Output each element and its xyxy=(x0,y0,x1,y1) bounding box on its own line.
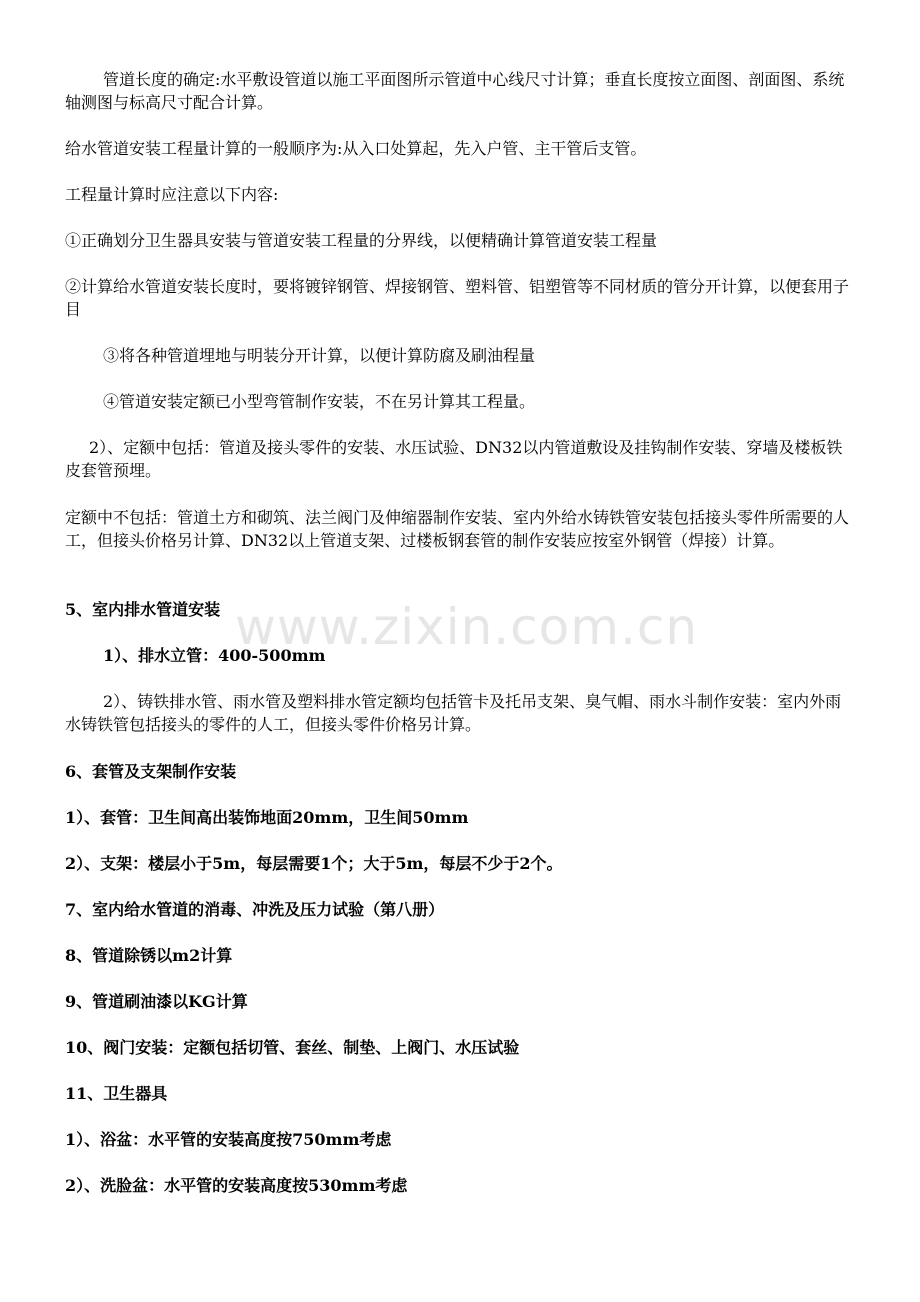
heading-section-7: 7、室内给水管道的消毒、冲洗及压力试验（第八册） xyxy=(65,900,445,919)
paragraph-bathtub: 1）、浴盆：水平管的安装高度按750mm考虑 xyxy=(65,1130,392,1149)
paragraph-drain-riser: 1）、排水立管：400-500mm xyxy=(103,646,326,665)
watermark: www.zixin.com.cn xyxy=(235,598,699,656)
paragraph-notes-heading: 工程量计算时应注意以下内容: xyxy=(65,185,279,204)
paragraph-washbasin: 2）、洗脸盆：水平管的安装高度按530mm考虑 xyxy=(65,1176,408,1195)
paragraph-sleeve: 1）、套管：卫生间高出装饰地面20mm，卫生间50mm xyxy=(65,808,469,827)
heading-section-6: 6、套管及支架制作安装 xyxy=(65,762,237,781)
paragraph-quota-excludes: 定额中不包括：管道土方和砌筑、法兰阀门及伸缩器制作安装、室内外给水铸铁管安装包括接头零件所需要的人工，但接头价格另计算、DN32以上管道支架、过楼板钢套管的制作安装应按室外钢管（焊接）计算。 xyxy=(65,508,850,550)
paragraph-drain-pipes: 2）、铸铁排水管、雨水管及塑料排水管定额均包括管卡及托吊支架、臭气帽、雨水斗制作安装：室内外雨水铸铁管包括接头的零件的人工，但接头零件价格另计算。 xyxy=(65,692,842,734)
heading-section-10: 10、阀门安装：定额包括切管、套丝、制垫、上阀门、水压试验 xyxy=(65,1038,520,1057)
paragraph-calc-order: 给水管道安装工程量计算的一般顺序为:从入口处算起，先入户管、主干管后支管。 xyxy=(65,139,647,158)
heading-section-8: 8、管道除锈以m2计算 xyxy=(65,946,233,965)
heading-section-5: 5、室内排水管道安装 xyxy=(65,600,221,619)
paragraph-note-3: ③将各种管道埋地与明装分开计算，以便计算防腐及刷油程量 xyxy=(103,346,536,365)
paragraph-note-2: ②计算给水管道安装长度时，要将镀锌钢管、焊接钢管、塑料管、铝塑管等不同材质的管分开计算，以便套用子目 xyxy=(65,277,850,319)
paragraph-note-4: ④管道安装定额已小型弯管制作安装，不在另计算其工程量。 xyxy=(103,392,536,411)
heading-section-9: 9、管道刷油漆以KG计算 xyxy=(65,992,248,1011)
paragraph-pipe-length: 管道长度的确定:水平敷设管道以施工平面图所示管道中心线尺寸计算；垂直长度按立面图、剖面图、系统轴测图与标高尺寸配合计算。 xyxy=(65,70,845,112)
paragraph-support: 2）、支架：楼层小于5m，每层需要1个；大于5m，每层不少于2个。 xyxy=(65,854,563,873)
heading-section-11: 11、卫生器具 xyxy=(65,1084,168,1103)
paragraph-note-1: ①正确划分卫生器具安装与管道安装工程量的分界线，以便精确计算管道安装工程量 xyxy=(65,231,658,250)
paragraph-quota-includes: 2）、定额中包括：管道及接头零件的安装、水压试验、DN32以内管道敷设及挂钩制作安装、穿墙及楼板铁皮套管预埋。 xyxy=(65,438,843,480)
